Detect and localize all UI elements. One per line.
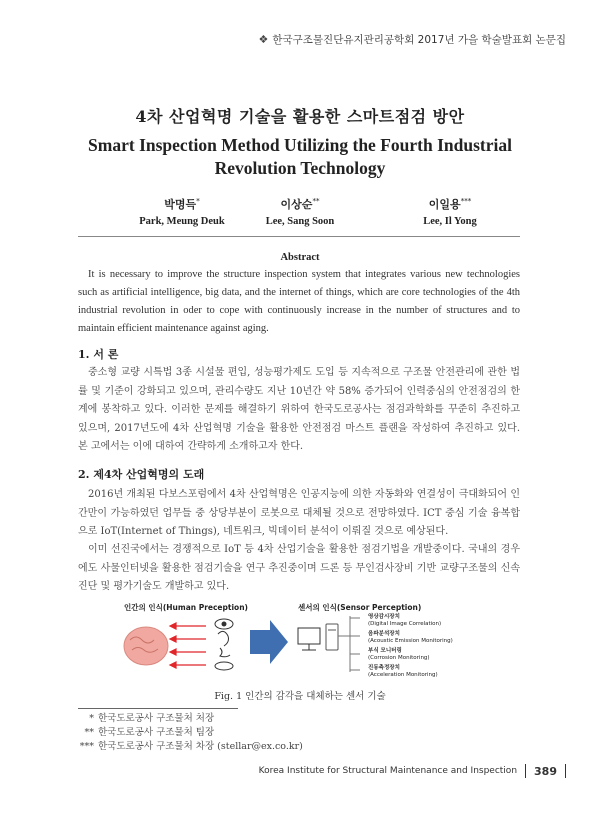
connector-lines [338,616,360,672]
sensor-en: (Acceleration Monitoring) [368,672,438,678]
red-arrows [170,623,206,668]
ear-icon [218,631,229,646]
footnote-divider [78,708,238,709]
section-1-heading: 1. 서 론 [78,348,119,361]
section-2-paragraph-1: 2016년 개최된 다보스포럼에서 4차 산업혁명은 인공지능에 의한 자동화와 연결성이 극대화되어 인간만이 가능하였던 업무들 중 상당부분이 로봇으로 대체될 것으로 전망하였다. ICT 중심 기술 융복합으로 IoT(Internet of Things), 네트워크, 빅데이터 분석이 이뤄질 것으로 예상된다. [78,489,520,537]
device-icon [326,624,338,650]
author-name-ko: 이일용 [428,198,461,211]
footnote-text: 한국도로공사 구조물처 팀장 [98,727,215,738]
sensor-en: (Acoustic Emission Monitoring) [368,638,453,644]
author-mark: * [196,197,200,206]
author-name-ko: 이상순 [280,198,313,211]
section-2-heading: 2. 제4차 산업혁명의 도래 [78,468,205,481]
sensor-ko: 부식 모니터링 [368,648,402,654]
sensor-list [368,614,453,679]
title-en-line1: Smart Inspection Method Utilizing the Fourth Industrial [88,135,512,155]
header-text: 한국구조물진단유지관리공학회 2017년 가을 학술발표회 논문집 [272,34,566,46]
human-perception-label: 인간의 인식(Human Preception) [124,603,248,612]
section-2-paragraph-2: 이미 선진국에서는 경쟁적으로 IoT 등 4차 산업기술을 활용한 점검기법을 개발중이다. 국내의 경우에도 사물인터넷을 활용한 점검기술을 연구 추진중이며 드론 등 무인검사장비 기반 교량구조물의 신속진단 및 평가기술도 개발하고 있다. [78,544,520,592]
sensor-perception-label: 센서의 인식(Sensor Perception) [298,603,422,612]
paper-title-korean: 4차 산업혁명 기술을 활용한 스마트점검 방안 [135,107,465,126]
section-1-paragraph: 중소형 교량 시특법 3종 시설물 편입, 성능평가제도 도입 등 지속적으로 구조물 안전관리에 관한 법률 및 기준이 강화되고 있으며, 관리수량도 지난 10년간 약 58% 증가되어 인력중심의 안전점검의 한계에 봉착하고 있다. 이러한 문제를 해결하기 위하여 한국도로공사는 점검과학화를 꾸준히 추진하고 있으며, 2017년도에 4차 산업혁명 기술을 활용한 안전점검 마스트 플랜을 작성하여 추진하고 있다. 본 고에서는 이에 대하여 간략하게 소개하고자 한다. [78,367,520,452]
sensor-ko: 음파분석장치 [368,631,400,637]
big-right-arrow [250,620,288,664]
running-header [258,32,566,47]
page-footer [259,764,566,778]
computer-icon [298,628,320,650]
abstract-title: Abstract [280,252,320,263]
footer-journal: Korea Institute for Structural Maintenance and Inspection [258,766,518,776]
footnote-mark: *** [79,741,94,752]
author-name-ko: 박명득 [164,198,197,211]
paper-title-english [60,134,540,180]
footnote-text: 한국도로공사 구조물처 차장 (stellar@ex.co.kr) [98,741,303,752]
footer-separator [565,764,566,778]
footnote [78,740,303,754]
sensor-en: (Corrosion Monitoring) [368,655,430,661]
footnote-mark: * [89,713,94,724]
footnote [78,726,303,740]
sensor-ko: 영상감시장치 [368,614,400,620]
nose-icon [220,648,230,657]
figure-1 [110,598,490,678]
footnote [78,712,303,726]
author-mark: ** [312,197,320,206]
author-divider [78,236,520,237]
header-logo-icon: ❖ [258,33,269,46]
sensor-ko: 진동측정장치 [368,665,400,671]
footnote-text: 한국도로공사 구조물처 처장 [98,713,215,724]
author-3 [370,196,530,227]
sensor-item [368,614,453,628]
figure-caption: Fig. 1 인간의 감각을 대체하는 센서 기술 [214,691,386,702]
title-en-line2: Revolution Technology [214,158,386,178]
author-mark: *** [460,197,472,206]
author-name-en: Park, Meung Deuk [139,216,225,227]
abstract-text: It is necessary to improve the structure inspection system that integrates various new technologies such as artificial intelligence, big data, and the internet of things, which are core technologies of the 4th industrial revolution in oder to cope with continuously increase in the number of structures and to maintain efficient maintenance against aging. [78,269,520,334]
page-number: 389 [534,764,557,778]
eye-icon [215,619,233,629]
sensor-item [368,631,453,645]
sensor-item [368,648,453,662]
author-name-en: Lee, Il Yong [423,216,477,227]
brain-icon [124,627,168,665]
sensor-en: (Digital Image Correlation) [368,621,442,627]
footnotes [78,712,303,754]
footer-separator [525,764,526,778]
footnote-mark: ** [84,727,94,738]
author-2 [220,196,380,227]
author-name-en: Lee, Sang Soon [265,216,335,227]
sensor-item [368,665,453,679]
mouth-icon [215,662,233,670]
